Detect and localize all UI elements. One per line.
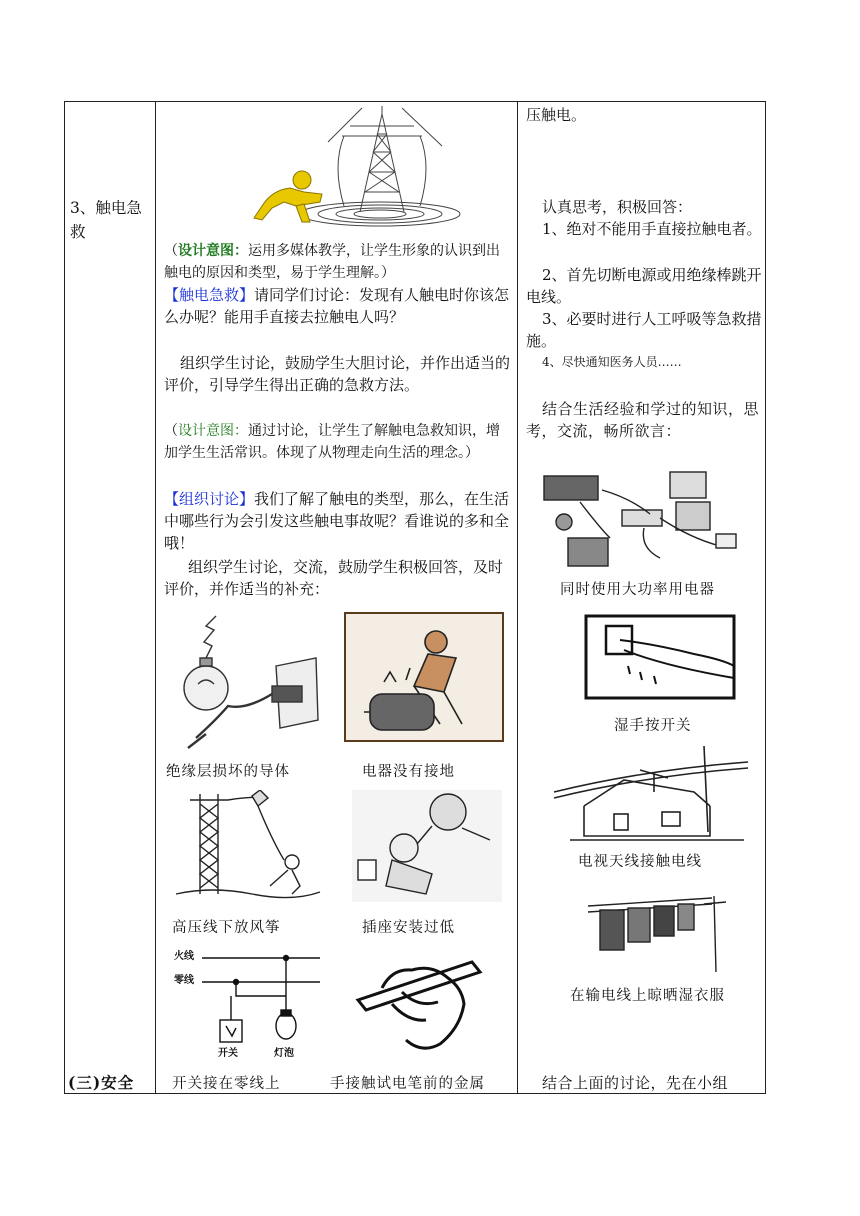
design-intent-label: 设计意图： <box>178 243 248 259</box>
live-wire-label: 火线 <box>174 951 194 962</box>
bulb-label: 灯泡 <box>274 1048 294 1059</box>
high-voltage-tower-illustration <box>232 106 462 230</box>
damaged-insulation-illustration <box>176 610 326 750</box>
caption-wet-hand: 湿手按开关 <box>614 718 692 734</box>
discuss-tag: 【组织讨论】 <box>164 490 255 508</box>
group-discussion-text: 结合上面的讨论，先在小组 <box>542 1074 729 1092</box>
hand-touching-test-pen-illustration <box>352 948 492 1058</box>
discuss-organize-paragraph <box>164 556 510 600</box>
caption-test-pen: 手接触试电笔前的金属 <box>330 1076 485 1092</box>
caption-clothes-line: 在输电线上晾晒湿衣服 <box>570 988 725 1004</box>
rescue-answer-2: 2、首先切断电源或用绝缘棒跳开电线。 <box>526 266 762 306</box>
caption-high-power: 同时使用大功率用电器 <box>560 582 715 598</box>
next-section-title: (三)安全 <box>68 1073 135 1092</box>
design-intent-text: 通过讨论，让学生了解触电急救知识，增加学生生活常识。体现了从物理走向生活的理念。） <box>164 423 500 461</box>
high-power-appliances-illustration <box>540 468 752 568</box>
think-answer-prompt: 认真思考，积极回答： <box>542 198 693 216</box>
rescue-answer-3: 3、必要时进行人工呼吸等急救措施。 <box>526 310 762 350</box>
kite-under-power-line-illustration <box>172 790 322 902</box>
rescue-organize: 组织学生讨论，鼓励学生大胆讨论，并作出适当的评价，引导学生得出正确的急救方法。 <box>164 354 511 394</box>
switch-on-neutral-circuit <box>174 946 324 1066</box>
clothes-on-power-line-illustration <box>586 892 746 974</box>
rescue-tag: 【触电急救】 <box>164 286 255 304</box>
design-intent-text: 运用多媒体教学，让学生形象的认识到出触电的原因和类型，易于学生理解。） <box>164 243 500 281</box>
caption-insulation: 绝缘层损坏的导体 <box>166 764 290 780</box>
caption-tv-antenna: 电视天线接触电线 <box>578 854 702 870</box>
rescue-answer-1: 1、绝对不能用手直接拉触电者。 <box>542 220 762 238</box>
column-divider-1 <box>155 102 156 1093</box>
caption-not-grounded: 电器没有接地 <box>362 764 455 780</box>
tv-antenna-wire-illustration <box>544 740 752 842</box>
rescue-question-paragraph <box>164 284 510 328</box>
caption-kite: 高压线下放风筝 <box>172 920 281 936</box>
design-intent-2 <box>164 420 512 464</box>
rescue-organize-paragraph <box>164 352 510 396</box>
caption-switch-neutral: 开关接在零线上 <box>172 1076 281 1092</box>
column-divider-2 <box>517 102 518 1093</box>
discuss-paragraph <box>164 488 510 554</box>
neutral-wire-label: 零线 <box>174 975 194 986</box>
combine-experience-paragraph: 结合生活经验和学过的知识，思考，交流，畅所欲言： <box>526 400 760 440</box>
socket-too-low-illustration <box>352 790 502 902</box>
caption-socket-low: 插座安装过低 <box>362 920 455 936</box>
paren-open: （ <box>164 423 178 439</box>
rescue-answer-4: 4、尽快通知医务人员…… <box>542 355 682 369</box>
design-intent-1 <box>164 240 512 284</box>
discuss-organize: 组织学生讨论，交流，鼓励学生积极回答，及时评价，并作适当的补充： <box>164 558 504 598</box>
rescue-question: 请同学们讨论：发现有人触电时你该怎么办呢？能用手直接去拉触电人吗？ <box>164 286 510 326</box>
design-intent-label: 设计意图： <box>178 423 248 439</box>
wet-hand-switch-illustration <box>584 614 736 700</box>
high-voltage-text-tail: 压触电。 <box>526 106 587 124</box>
section3-title: 3、触电急救 <box>70 199 142 241</box>
appliance-not-grounded-illustration <box>344 612 504 742</box>
switch-label: 开关 <box>218 1048 238 1059</box>
paren-open: （ <box>164 243 178 259</box>
discuss-question: 我们了解了触电的类型，那么，在生活中哪些行为会引发这些触电事故呢？看谁说的多和全哦！ <box>164 490 510 552</box>
